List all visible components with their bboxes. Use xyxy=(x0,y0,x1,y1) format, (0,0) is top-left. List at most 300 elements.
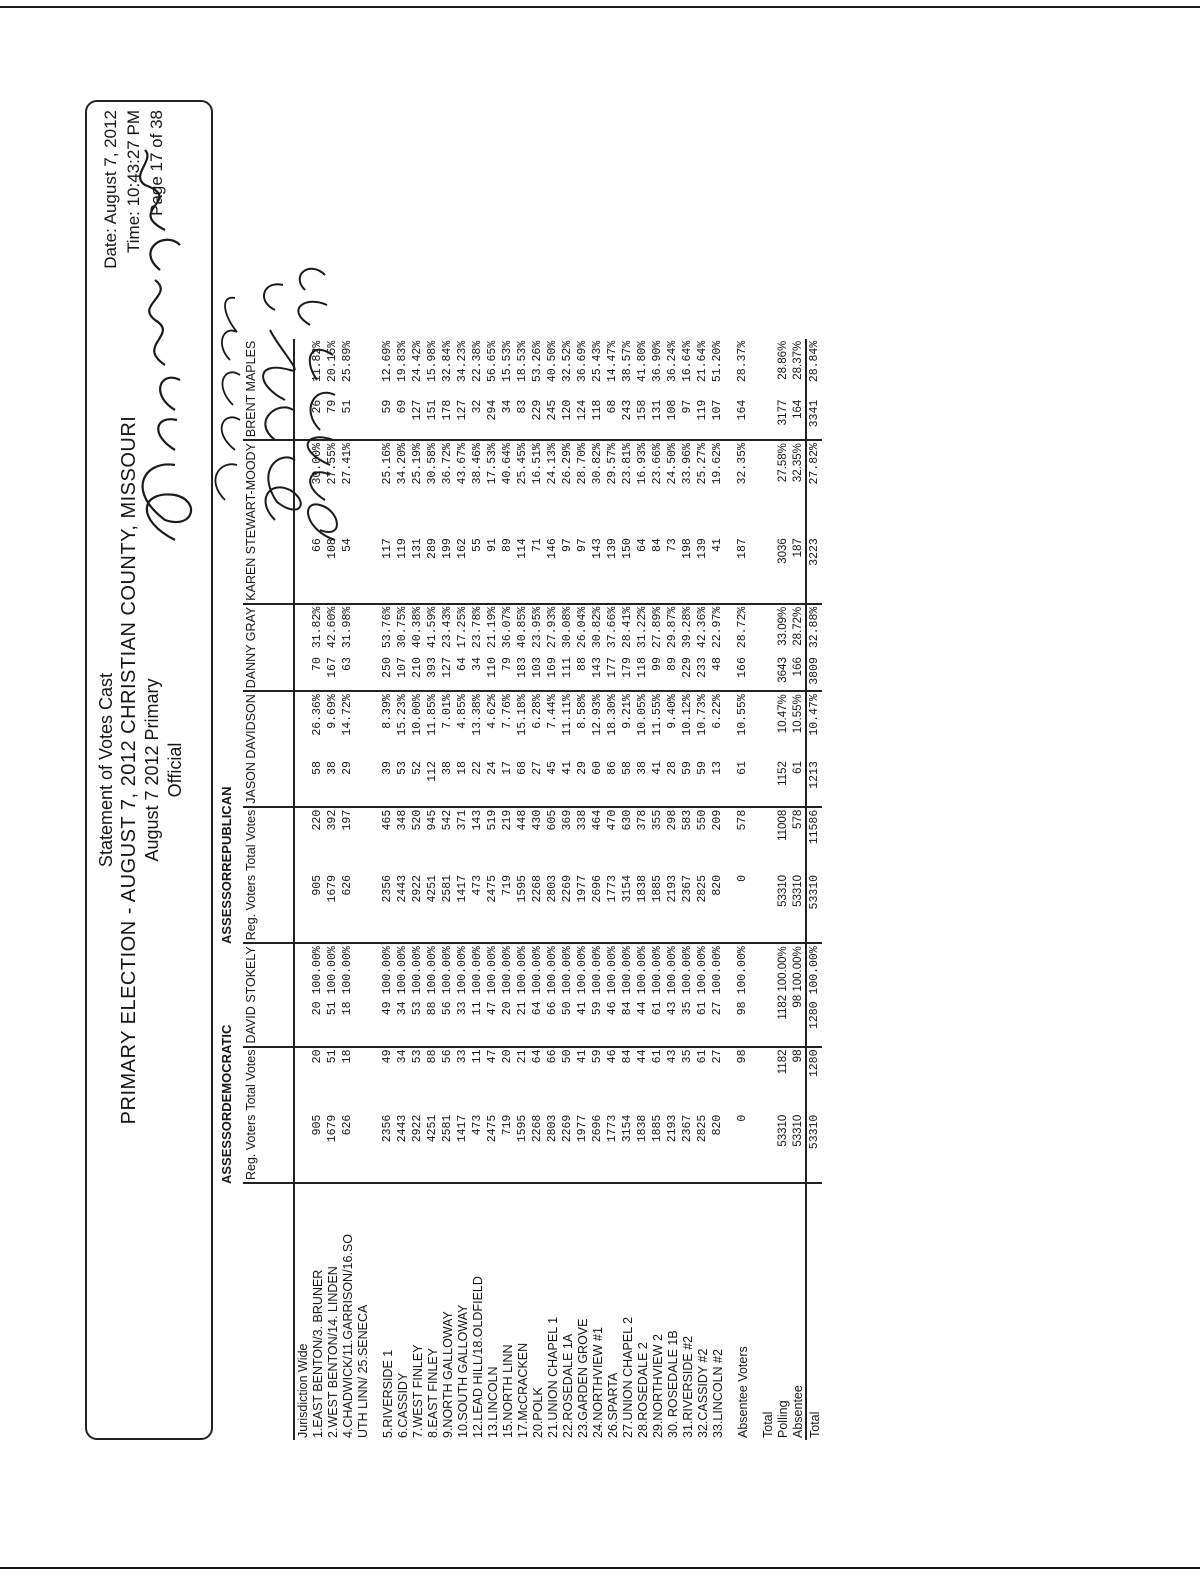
precinct-name: Total xyxy=(806,1183,822,1440)
dem-reg-voters: 2825 xyxy=(695,1113,710,1183)
davidson-pct: 7.44% xyxy=(545,694,559,729)
table-row xyxy=(425,339,440,1440)
davidson-votes: 28 xyxy=(665,759,680,807)
gray-pct: 29.87% xyxy=(665,606,679,649)
gray-votes: 393 xyxy=(425,655,440,691)
gray-votes: 99 xyxy=(650,655,665,691)
moody-votes: 84 xyxy=(650,536,665,604)
rep-total-votes: 392 xyxy=(325,809,339,831)
dem-total-votes: 56 xyxy=(440,1049,454,1064)
dem-total-votes: 84 xyxy=(620,1049,634,1064)
rep-total-votes: 519 xyxy=(485,809,499,831)
davidson-votes: 13 xyxy=(710,759,725,807)
davidson-pct: 13.38% xyxy=(470,694,484,736)
rep-total-votes: 448 xyxy=(515,809,529,831)
davidson-pct: 11.11% xyxy=(560,694,574,736)
section-republican: ASSESSORREPUBLICAN xyxy=(219,786,234,944)
precinct-name: UTH LINN/ 25.SENECA xyxy=(355,1304,370,1438)
dem-total-votes-header: Total Votes xyxy=(243,1047,294,1113)
table-row xyxy=(680,339,695,1440)
davidson-votes: 38 xyxy=(635,759,650,807)
moody-pct: 32.35% xyxy=(791,443,804,483)
precinct-name: 6.CASSIDY xyxy=(395,1372,410,1438)
rep-total-votes: 378 xyxy=(635,809,649,831)
maples-votes: 124 xyxy=(575,398,590,440)
rep-reg-voters: 2803 xyxy=(545,873,560,943)
moody-votes: 162 xyxy=(455,536,470,604)
gray-pct: 27.93% xyxy=(545,606,559,649)
maples-pct: 11.82% xyxy=(310,340,324,383)
summary-row xyxy=(790,339,806,1440)
maples-pct: 32.84% xyxy=(440,340,454,383)
dem-reg-voters: 1679 xyxy=(325,1113,340,1183)
moody-votes: 198 xyxy=(680,536,695,604)
moody-votes: 146 xyxy=(545,536,560,604)
davidson-votes: 45 xyxy=(545,759,560,807)
gray-pct: 31.98% xyxy=(340,606,354,649)
davidson-votes: 52 xyxy=(410,759,425,807)
gray-pct xyxy=(760,604,775,655)
rep-total-votes: 371 xyxy=(455,809,469,831)
maples-pct: 15.53% xyxy=(500,340,514,383)
dem-reg-voters: 2475 xyxy=(485,1113,500,1183)
maples-votes: 51 xyxy=(340,398,355,440)
gray-pct: 40.85% xyxy=(515,606,529,649)
moody-votes: 54 xyxy=(340,536,355,604)
gray-votes: 103 xyxy=(530,655,545,691)
dem-reg-voters: 1885 xyxy=(650,1113,665,1183)
rep-reg-voters: 2696 xyxy=(590,873,605,943)
davidson-votes: 41 xyxy=(650,759,665,807)
rep-total-votes: 542 xyxy=(440,809,454,831)
precinct-name: 17.McCRACKEN xyxy=(515,1342,530,1438)
gray-pct: 28.41% xyxy=(620,606,634,649)
maples-pct: 25.89% xyxy=(340,340,354,383)
dem-reg-voters: 1773 xyxy=(605,1113,620,1183)
moody-pct xyxy=(760,440,775,536)
table-row xyxy=(575,339,590,1440)
davidson-pct: 10.05% xyxy=(635,694,649,736)
dem-reg-voters: 2581 xyxy=(440,1113,455,1183)
table-row xyxy=(515,339,530,1440)
davidson-pct: 15.18% xyxy=(515,694,529,736)
davidson-pct: 10.00% xyxy=(410,694,424,736)
rotated-sheet xyxy=(85,100,945,1440)
stokely-votes: 53 100.00% xyxy=(410,943,425,1046)
davidson-votes: 38 xyxy=(440,759,455,807)
davidson-votes: 59 xyxy=(695,759,710,807)
gray-pct: 26.04% xyxy=(575,606,589,649)
spacer-row xyxy=(725,339,735,1440)
dem-reg-voters: 1838 xyxy=(635,1113,650,1183)
maples-pct: 28.37% xyxy=(735,340,749,383)
davidson-votes: 1152 xyxy=(775,759,790,807)
jurisdiction-header xyxy=(243,1183,294,1440)
rep-total-votes: 143 xyxy=(470,809,484,831)
moody-votes: 139 xyxy=(605,536,620,604)
davidson-pct: 10.55% xyxy=(735,694,749,736)
gray-votes xyxy=(760,655,775,691)
moody-pct: 16.51% xyxy=(530,443,544,485)
moody-votes: 97 xyxy=(560,536,575,604)
maples-votes: 245 xyxy=(545,398,560,440)
moody-votes: 97 xyxy=(575,536,590,604)
rep-total-votes: 197 xyxy=(340,809,354,831)
precinct-name: Polling xyxy=(775,1400,790,1438)
gray-pct: 22.97% xyxy=(710,606,724,649)
moody-votes: 3036 xyxy=(775,536,790,604)
precinct-name: 13.LINCOLN xyxy=(485,1366,500,1438)
gray-pct: 30.75% xyxy=(395,606,409,649)
maples-votes: 178 xyxy=(440,398,455,440)
moody-votes: 64 xyxy=(635,536,650,604)
davidson-pct xyxy=(760,691,775,759)
davidson-votes: 1213 xyxy=(806,759,822,807)
maples-pct: 40.50% xyxy=(545,340,559,383)
gray-votes: 127 xyxy=(440,655,455,691)
gray-votes: 118 xyxy=(635,655,650,691)
dem-reg-voters: 0 xyxy=(735,1113,750,1183)
dem-total-votes: 59 xyxy=(590,1049,604,1064)
stokely-votes: 50 100.00% xyxy=(560,943,575,1046)
stokely-votes xyxy=(760,943,775,1046)
gray-votes: 70 xyxy=(310,655,325,691)
gray-votes: 229 xyxy=(680,655,695,691)
rep-total-votes: 338 xyxy=(575,809,589,831)
maples-votes: 26 xyxy=(310,398,325,440)
table-row xyxy=(470,339,485,1440)
moody-pct: 30.82% xyxy=(590,443,604,485)
signatures xyxy=(105,120,365,560)
dem-total-votes: 66 xyxy=(545,1049,559,1064)
dem-reg-voters: 2356 xyxy=(380,1113,395,1183)
stokely-votes: 18 100.00% xyxy=(340,943,355,1046)
maples-votes: 118 xyxy=(590,398,605,440)
gray-votes: 88 xyxy=(575,655,590,691)
moody-pct: 25.19% xyxy=(410,443,424,485)
gray-pct: 23.43% xyxy=(440,606,454,649)
precinct-name: 12.LEAD HILL/18.OLDFIELD xyxy=(470,1276,485,1438)
table-row xyxy=(395,339,410,1440)
maples-votes: 131 xyxy=(650,398,665,440)
gray-votes: 110 xyxy=(485,655,500,691)
davidson-pct: 10.47% xyxy=(776,694,789,734)
davidson-votes xyxy=(355,759,370,807)
davidson-votes: 61 xyxy=(790,759,806,807)
moody-pct: 27.82% xyxy=(806,440,822,536)
dem-total-votes xyxy=(760,1047,775,1113)
table-row xyxy=(605,339,620,1440)
davidson-pct: 14.72% xyxy=(340,694,354,736)
maples-pct: 28.84% xyxy=(806,339,822,398)
gray-votes: 34 xyxy=(470,655,485,691)
moody-pct: 30.58% xyxy=(425,443,439,485)
dem-total-votes: 20 xyxy=(500,1049,514,1064)
gray-votes: 183 xyxy=(515,655,530,691)
moody-votes: 187 xyxy=(790,536,806,604)
table-row xyxy=(485,339,500,1440)
maples-votes: 83 xyxy=(515,398,530,440)
dem-reg-voters-header: Reg. Voters xyxy=(243,1113,294,1183)
gray-votes: 48 xyxy=(710,655,725,691)
davidson-votes: 58 xyxy=(620,759,635,807)
stokely-votes: 46 100.00% xyxy=(605,943,620,1046)
rep-total-votes: 430 xyxy=(530,809,544,831)
rep-total-votes: 220 xyxy=(310,809,324,831)
summary-row xyxy=(775,339,790,1440)
moody-votes: 289 xyxy=(425,536,440,604)
maples-pct: 53.26% xyxy=(530,340,544,383)
moody-pct: 17.53% xyxy=(485,443,499,485)
moody-votes: 66 xyxy=(310,536,325,604)
maples-votes: 127 xyxy=(455,398,470,440)
moody-pct: 24.13% xyxy=(545,443,559,485)
maples-pct xyxy=(760,339,775,398)
dem-reg-voters xyxy=(355,1113,370,1183)
davidson-pct: 8.39% xyxy=(380,694,394,729)
stokely-votes: 59 100.00% xyxy=(590,943,605,1046)
stokely-votes: 1280 100.00% xyxy=(806,943,822,1046)
moody-votes: 55 xyxy=(470,536,485,604)
moody-pct: 32.35% xyxy=(735,443,749,485)
dem-reg-voters: 626 xyxy=(340,1113,355,1183)
rep-total-votes-header: Total Votes xyxy=(243,807,294,873)
maples-pct: 16.64% xyxy=(680,340,694,383)
moody-votes: 89 xyxy=(500,536,515,604)
moody-pct: 27.41% xyxy=(340,443,354,485)
dem-total-votes: 11 xyxy=(470,1049,484,1064)
rep-reg-voters: 3154 xyxy=(620,873,635,943)
rep-reg-voters: 626 xyxy=(340,873,355,943)
summary-row xyxy=(760,339,775,1440)
maples-pct: 18.53% xyxy=(515,340,529,383)
dem-reg-voters: 2269 xyxy=(560,1113,575,1183)
gray-pct: 17.25% xyxy=(455,606,469,649)
gray-votes: 63 xyxy=(340,655,355,691)
maples-pct: 36.90% xyxy=(650,340,664,383)
table-row xyxy=(440,339,455,1440)
moody-votes: 108 xyxy=(325,536,340,604)
table-row xyxy=(410,339,425,1440)
moody-pct: 30.00% xyxy=(310,443,324,485)
report-time: Time: 10:43:27 PM xyxy=(124,110,143,253)
spacer-row xyxy=(370,339,380,1440)
moody-pct: 25.16% xyxy=(380,443,394,485)
davidson-votes: 41 xyxy=(560,759,575,807)
dem-total-votes: 34 xyxy=(395,1049,409,1064)
maples-votes: 107 xyxy=(710,398,725,440)
table-row xyxy=(695,339,710,1440)
moody-pct: 27.55% xyxy=(325,443,339,485)
dem-total-votes: 49 xyxy=(380,1049,394,1064)
gray-pct: 42.60% xyxy=(325,606,339,649)
maples-votes: 120 xyxy=(560,398,575,440)
rep-total-votes: 945 xyxy=(425,809,439,831)
maples-pct: 36.24% xyxy=(665,340,679,383)
moody-votes xyxy=(760,536,775,604)
davidson-votes: 27 xyxy=(530,759,545,807)
moody-votes: 143 xyxy=(590,536,605,604)
dem-total-votes: 88 xyxy=(425,1049,439,1064)
dem-total-votes: 64 xyxy=(530,1049,544,1064)
dem-total-votes: 61 xyxy=(650,1049,664,1064)
dem-reg-voters: 53310 xyxy=(775,1113,790,1183)
davidson-pct: 6.28% xyxy=(530,694,544,729)
gray-pct: 36.07% xyxy=(500,606,514,649)
stokely-votes: 21 100.00% xyxy=(515,943,530,1046)
stokely-votes: 51 100.00% xyxy=(325,943,340,1046)
gray-votes: 79 xyxy=(500,655,515,691)
moody-pct: 33.96% xyxy=(680,443,694,485)
davidson-pct: 9.40% xyxy=(665,694,679,729)
dem-reg-voters: 53310 xyxy=(790,1113,806,1183)
precinct-name: 29.NORTHVIEW 2 xyxy=(650,1334,665,1438)
table-row xyxy=(560,339,575,1440)
rep-reg-voters: 1977 xyxy=(575,873,590,943)
dem-total-votes: 98 xyxy=(735,1049,749,1064)
maples-votes: 3177 xyxy=(775,398,790,440)
report-title: Statement of Votes Cast xyxy=(96,672,116,868)
moody-pct: 36.72% xyxy=(440,443,454,485)
precinct-name: 23.GARDEN GROVE xyxy=(575,1318,590,1438)
precinct-name: Absentee xyxy=(790,1385,805,1438)
moody-pct: 16.93% xyxy=(635,443,649,485)
davidson-pct: 4.62% xyxy=(485,694,499,729)
maples-pct: 34.23% xyxy=(455,340,469,383)
gray-pct: 40.38% xyxy=(410,606,424,649)
dem-reg-voters: 2443 xyxy=(395,1113,410,1183)
maples-pct: 24.42% xyxy=(410,340,424,383)
rep-reg-voters xyxy=(760,873,775,943)
dem-reg-voters: 905 xyxy=(310,1113,325,1183)
moody-votes: 114 xyxy=(515,536,530,604)
dem-total-votes: 47 xyxy=(485,1049,499,1064)
maples-votes: 108 xyxy=(665,398,680,440)
gray-votes: 89 xyxy=(665,655,680,691)
dem-total-votes: 46 xyxy=(605,1049,619,1064)
moody-header: KAREN STEWART-MOODY xyxy=(243,440,294,604)
precinct-name: 21.UNION CHAPEL 1 xyxy=(545,1316,560,1438)
stokely-votes: 33 100.00% xyxy=(455,943,470,1046)
gray-pct: 23.78% xyxy=(470,606,484,649)
moody-pct: 23.81% xyxy=(620,443,634,485)
dem-reg-voters: 4251 xyxy=(425,1113,440,1183)
maples-pct: 41.80% xyxy=(635,340,649,383)
table-row xyxy=(665,339,680,1440)
davidson-pct: 10.47% xyxy=(806,691,822,759)
moody-votes: 119 xyxy=(395,536,410,604)
rep-total-votes: 369 xyxy=(560,809,574,831)
stokely-votes: 1182 100.00% xyxy=(775,943,790,1046)
gray-votes: 210 xyxy=(410,655,425,691)
dem-reg-voters: 2922 xyxy=(410,1113,425,1183)
rep-total-votes: 11008 xyxy=(776,809,789,841)
dem-reg-voters xyxy=(760,1113,775,1183)
maples-votes xyxy=(760,398,775,440)
gray-votes: 111 xyxy=(560,655,575,691)
rep-total-votes: 355 xyxy=(650,809,664,831)
davidson-pct: 10.12% xyxy=(680,694,694,736)
maples-votes: 243 xyxy=(620,398,635,440)
maples-votes: 3341 xyxy=(806,398,822,440)
grand-total-row xyxy=(806,339,822,1440)
moody-votes: 199 xyxy=(440,536,455,604)
davidson-pct xyxy=(355,691,370,759)
maples-pct: 20.15% xyxy=(325,340,339,383)
precinct-name: 5.RIVERSIDE 1 xyxy=(380,1349,395,1438)
gray-pct: 28.72% xyxy=(735,606,749,649)
davidson-votes: 29 xyxy=(340,759,355,807)
rep-total-votes: 605 xyxy=(545,809,559,831)
davidson-pct: 9.21% xyxy=(620,694,634,729)
moody-pct: 38.46% xyxy=(470,443,484,485)
precinct-name: 32.CASSIDY #2 xyxy=(695,1348,710,1438)
dem-reg-voters: 820 xyxy=(710,1113,725,1183)
rep-total-votes: 209 xyxy=(710,809,724,831)
precinct-name: 2.WEST BENTON/14. LINDEN xyxy=(325,1266,340,1438)
davidson-pct: 4.85% xyxy=(455,694,469,729)
rep-reg-voters: 2268 xyxy=(530,873,545,943)
gray-pct: 39.28% xyxy=(680,606,694,649)
maples-votes: 119 xyxy=(695,398,710,440)
gray-votes: 167 xyxy=(325,655,340,691)
gray-header: DANNY GRAY xyxy=(243,604,294,692)
precinct-name: 7.WEST FINLEY xyxy=(410,1344,425,1438)
table-row xyxy=(455,339,470,1440)
stokely-votes: 44 100.00% xyxy=(635,943,650,1046)
gray-votes: 3643 xyxy=(775,655,790,691)
davidson-votes: 29 xyxy=(575,759,590,807)
gray-votes: 166 xyxy=(735,655,750,691)
gray-pct: 33.09% xyxy=(776,606,789,646)
gray-votes: 177 xyxy=(605,655,620,691)
rep-reg-voters: 1679 xyxy=(325,873,340,943)
davidson-votes: 59 xyxy=(680,759,695,807)
table-row xyxy=(710,339,725,1440)
top-rule xyxy=(0,6,1200,8)
gray-votes: 233 xyxy=(695,655,710,691)
maples-votes: 68 xyxy=(605,398,620,440)
maples-pct: 56.65% xyxy=(485,340,499,383)
stokely-votes: 84 100.00% xyxy=(620,943,635,1046)
rep-total-votes: 630 xyxy=(620,809,634,831)
dem-reg-voters: 2696 xyxy=(590,1113,605,1183)
moody-votes: 3223 xyxy=(806,536,822,604)
gray-votes: 166 xyxy=(790,655,806,691)
dem-total-votes: 1182 xyxy=(776,1049,789,1075)
section-democratic: ASSESSORDEMOCRATIC xyxy=(219,1024,234,1184)
gray-pct: 42.36% xyxy=(695,606,709,649)
gray-votes: 64 xyxy=(455,655,470,691)
bottom-rule xyxy=(0,1567,1200,1569)
stokely-votes: 88 100.00% xyxy=(425,943,440,1046)
report-date: Date: August 7, 2012 xyxy=(101,110,120,269)
rep-reg-voters: 1417 xyxy=(455,873,470,943)
dem-total-votes: 44 xyxy=(635,1049,649,1064)
table-row xyxy=(500,339,515,1440)
spacer-row xyxy=(750,339,760,1440)
moody-votes: 187 xyxy=(735,536,750,604)
rep-reg-voters: 53310 xyxy=(806,873,822,943)
stokely-votes: 47 100.00% xyxy=(485,943,500,1046)
moody-pct: 23.66% xyxy=(650,443,664,485)
stokely-votes: 41 100.00% xyxy=(575,943,590,1046)
rep-reg-voters: 905 xyxy=(310,873,325,943)
gray-pct: 37.66% xyxy=(605,606,619,649)
maples-pct: 22.38% xyxy=(470,340,484,383)
moody-pct: 27.58% xyxy=(776,443,789,483)
moody-votes: 139 xyxy=(695,536,710,604)
